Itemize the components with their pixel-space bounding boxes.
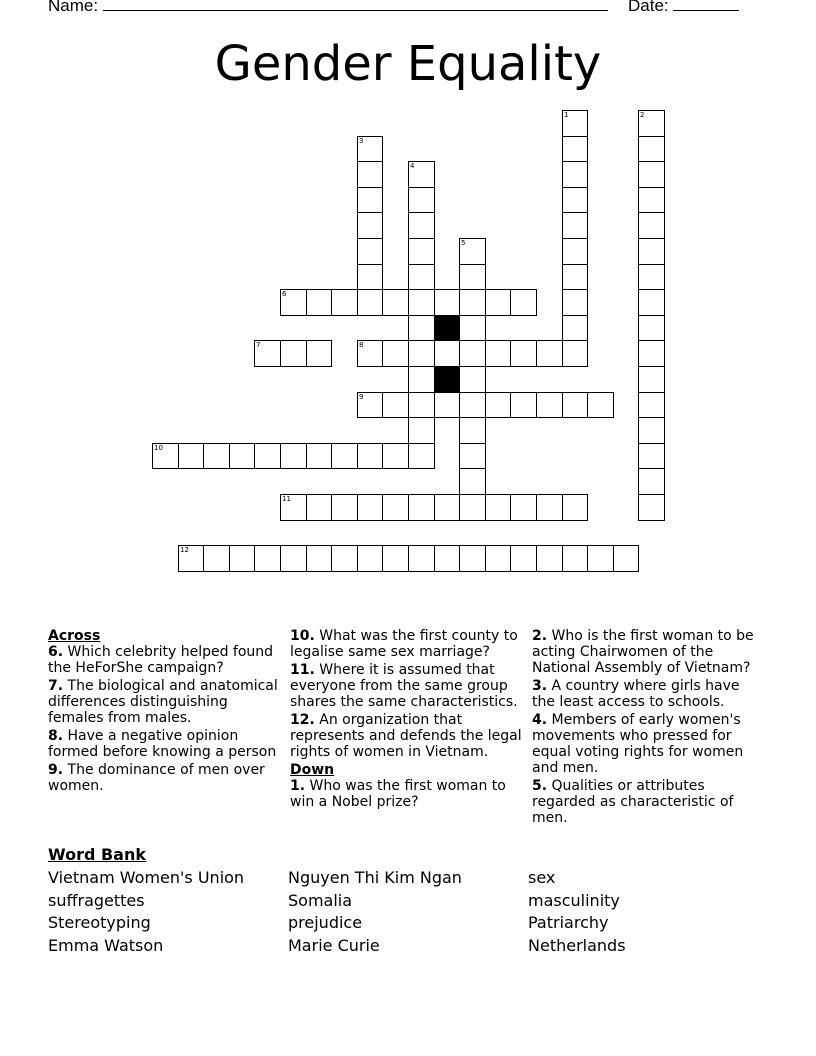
clue-number: 6 <box>282 290 287 298</box>
crossword-cell[interactable] <box>280 340 307 367</box>
crossword-cell[interactable] <box>485 545 511 572</box>
crossword-cell[interactable] <box>357 136 383 162</box>
crossword-cell[interactable] <box>459 545 486 572</box>
crossword-cell[interactable] <box>459 366 486 393</box>
crossword-cell[interactable] <box>562 212 588 239</box>
crossword-cell[interactable] <box>178 545 204 572</box>
crossword-cell[interactable] <box>434 340 460 367</box>
crossword-cell[interactable] <box>382 443 409 469</box>
crossword-cell[interactable] <box>434 289 460 316</box>
crossword-cell[interactable] <box>434 545 460 572</box>
crossword-cell[interactable] <box>459 468 486 495</box>
crossword-cell[interactable] <box>280 443 307 469</box>
crossword-black-cell <box>434 366 460 393</box>
crossword-cell[interactable] <box>382 340 409 367</box>
clues-column-1 <box>48 628 284 796</box>
crossword-cell[interactable] <box>510 494 537 521</box>
crossword-cell[interactable] <box>280 289 307 316</box>
crossword-cell[interactable] <box>331 494 358 521</box>
clue-number: 7 <box>256 341 261 349</box>
clue-number: 8 <box>359 341 364 349</box>
crossword-cell[interactable] <box>306 494 332 521</box>
crossword-cell[interactable] <box>459 289 486 316</box>
clue-down-1: 1. Who was the first woman to win a Nobel prize? <box>290 778 506 810</box>
crossword-cell[interactable] <box>638 315 665 341</box>
crossword-cell[interactable] <box>562 161 588 188</box>
clue-across-12: 12. An organization that represents and defends the legal rights of women in Vietnam. <box>290 712 522 760</box>
down-heading: Down <box>290 762 335 778</box>
clue-number: 1 <box>564 111 569 119</box>
clue-across-7: 7. The biological and anatomical differences distinguishing females from males. <box>48 678 278 726</box>
crossword-cell[interactable] <box>357 443 383 469</box>
clue-number: 2 <box>640 111 645 119</box>
crossword-black-cell <box>434 315 460 341</box>
word-bank-item: prejudice <box>288 913 363 932</box>
crossword-cell[interactable] <box>357 545 383 572</box>
crossword-cell[interactable] <box>638 468 665 495</box>
crossword-cell[interactable] <box>587 545 614 572</box>
crossword-cell[interactable] <box>638 366 665 393</box>
crossword-cell[interactable] <box>408 366 435 393</box>
crossword-cell[interactable] <box>434 494 460 521</box>
crossword-cell[interactable] <box>152 443 179 469</box>
crossword-cell[interactable] <box>357 289 383 316</box>
word-bank-item: Vietnam Women's Union <box>48 868 245 887</box>
crossword-cell[interactable] <box>408 392 435 418</box>
crossword-cell[interactable] <box>638 136 665 162</box>
clue-number: 5 <box>461 239 466 247</box>
crossword-cell[interactable] <box>331 443 358 469</box>
crossword-cell[interactable] <box>510 289 537 316</box>
crossword-cell[interactable] <box>459 494 486 521</box>
crossword-cell[interactable] <box>459 443 486 469</box>
crossword-cell[interactable] <box>485 340 511 367</box>
crossword-cell[interactable] <box>408 289 435 316</box>
crossword-cell[interactable] <box>229 443 255 469</box>
crossword-cell[interactable] <box>510 340 537 367</box>
crossword-cell[interactable] <box>408 494 435 521</box>
crossword-cell[interactable] <box>562 392 588 418</box>
clue-down-3: 3. A country where girls have the least access to schools. <box>532 678 740 710</box>
crossword-cell[interactable] <box>638 443 665 469</box>
crossword-cell[interactable] <box>408 238 435 265</box>
crossword-cell[interactable] <box>280 494 307 521</box>
crossword-cell[interactable] <box>638 340 665 367</box>
word-bank-item: masculinity <box>528 890 620 910</box>
crossword-cell[interactable] <box>357 264 383 290</box>
crossword-cell[interactable] <box>638 238 665 265</box>
crossword-cell[interactable] <box>613 545 639 572</box>
crossword-cell[interactable] <box>357 187 383 213</box>
page-title: Gender Equality <box>214 36 602 92</box>
word-bank-item: Nguyen Thi Kim Ngan <box>288 868 462 887</box>
crossword-cell[interactable] <box>254 443 281 469</box>
crossword-cell[interactable] <box>638 289 665 316</box>
crossword-cell[interactable] <box>587 392 614 418</box>
crossword-cell[interactable] <box>638 212 665 239</box>
crossword-cell[interactable] <box>408 264 435 290</box>
crossword-cell[interactable] <box>408 545 435 572</box>
crossword-cell[interactable] <box>638 187 665 213</box>
word-bank-item: Emma Watson <box>48 935 164 955</box>
crossword-cell[interactable] <box>357 340 383 367</box>
crossword-cell[interactable] <box>408 340 435 367</box>
crossword-cell[interactable] <box>382 392 409 418</box>
crossword-cell[interactable] <box>357 212 383 239</box>
crossword-cell[interactable] <box>638 494 665 521</box>
crossword-cell[interactable] <box>434 392 460 418</box>
crossword-cell[interactable] <box>357 494 383 521</box>
crossword-cell[interactable] <box>459 315 486 341</box>
name-label: Name: <box>48 0 99 15</box>
crossword-cell[interactable] <box>203 443 230 469</box>
crossword-cell[interactable] <box>562 264 588 290</box>
crossword-cell[interactable] <box>536 340 563 367</box>
clue-number: 3 <box>359 137 364 145</box>
crossword-cell[interactable] <box>562 289 588 316</box>
crossword-cell[interactable] <box>562 238 588 265</box>
word-bank-item: Somalia <box>288 890 353 910</box>
clue-across-11: 11. Where it is assumed that everyone from the same group shares the same characteristics. <box>290 662 518 710</box>
crossword-cell[interactable] <box>459 340 486 367</box>
clue-across-10: 10. What was the first county to legalise same sex marriage? <box>290 628 518 660</box>
word-bank-item: suffragettes <box>48 890 145 910</box>
crossword-cell[interactable] <box>510 392 537 418</box>
date-label: Date: <box>628 0 669 15</box>
crossword-cell[interactable] <box>178 443 204 469</box>
crossword-cell[interactable] <box>638 264 665 290</box>
clues-column-2 <box>290 628 526 812</box>
crossword-cell[interactable] <box>510 545 537 572</box>
crossword-cell[interactable] <box>408 315 435 341</box>
word-bank-item: Stereotyping <box>48 913 151 932</box>
clue-across-9: 9. The dominance of men over women. <box>48 762 265 794</box>
word-bank-item: sex <box>528 868 556 887</box>
crossword-cell[interactable] <box>562 340 588 367</box>
crossword-cell[interactable] <box>280 545 307 572</box>
crossword-cell[interactable] <box>203 545 230 572</box>
crossword-cell[interactable] <box>382 494 409 521</box>
crossword-cell[interactable] <box>408 161 435 188</box>
crossword-cell[interactable] <box>357 238 383 265</box>
word-bank-item: Patriarchy <box>528 913 609 932</box>
clue-number: 11 <box>282 495 291 503</box>
crossword-cell[interactable] <box>485 392 511 418</box>
crossword-cell[interactable] <box>562 187 588 213</box>
crossword-cell[interactable] <box>331 545 358 572</box>
clue-number: 10 <box>154 444 163 452</box>
crossword-cell[interactable] <box>638 417 665 444</box>
crossword-cell[interactable] <box>536 392 563 418</box>
crossword-cell[interactable] <box>408 443 435 469</box>
crossword-cell[interactable] <box>459 392 486 418</box>
crossword-cell[interactable] <box>408 212 435 239</box>
crossword-cell[interactable] <box>536 494 563 521</box>
crossword-cell[interactable] <box>562 494 588 521</box>
crossword-cell[interactable] <box>562 110 588 137</box>
crossword-cell[interactable] <box>254 340 281 367</box>
crossword-cell[interactable] <box>562 545 588 572</box>
crossword-cell[interactable] <box>562 315 588 341</box>
crossword-cell[interactable] <box>331 289 358 316</box>
crossword-cell[interactable] <box>459 238 486 265</box>
crossword-cell[interactable] <box>306 545 332 572</box>
clue-down-2: 2. Who is the first woman to be acting Chairwomen of the National Assembly of Vietnam? <box>532 628 754 676</box>
crossword-cell[interactable] <box>306 340 332 367</box>
crossword-cell[interactable] <box>357 161 383 188</box>
crossword-cell[interactable] <box>638 392 665 418</box>
crossword-cell[interactable] <box>459 264 486 290</box>
crossword-cell[interactable] <box>638 161 665 188</box>
crossword-cell[interactable] <box>382 289 409 316</box>
crossword-cell[interactable] <box>408 187 435 213</box>
clue-number: 4 <box>410 162 415 170</box>
word-bank-item: Marie Curie <box>288 935 380 955</box>
clue-number: 12 <box>180 546 189 554</box>
crossword-cell[interactable] <box>485 494 511 521</box>
crossword-cell[interactable] <box>382 545 409 572</box>
crossword-cell[interactable] <box>562 136 588 162</box>
word-bank-item: Netherlands <box>528 935 626 955</box>
crossword-cell[interactable] <box>485 289 511 316</box>
word-bank-column-3 <box>528 867 626 957</box>
crossword-cell[interactable] <box>459 417 486 444</box>
clue-number: 9 <box>359 393 364 401</box>
clue-down-4: 4. Members of early women's movements who pressed for equal voting rights for women and men. <box>532 712 744 776</box>
crossword-cell[interactable] <box>536 545 563 572</box>
word-bank-column-2 <box>288 867 462 957</box>
clue-across-6: 6. Which celebrity helped found the HeForShe campaign? <box>48 644 274 676</box>
crossword-cell[interactable] <box>357 392 383 418</box>
crossword-cell[interactable] <box>638 110 665 137</box>
crossword-cell[interactable] <box>306 289 332 316</box>
clues-column-3 <box>532 628 760 828</box>
clue-down-5: 5. Qualities or attributes regarded as characteristic of men. <box>532 778 734 826</box>
crossword-cell[interactable] <box>229 545 255 572</box>
crossword-cell[interactable] <box>254 545 281 572</box>
crossword-cell[interactable] <box>408 417 435 444</box>
across-heading: Across <box>48 628 101 644</box>
word-bank-column-1 <box>48 867 244 957</box>
crossword-cell[interactable] <box>306 443 332 469</box>
word-bank-heading: Word Bank <box>48 845 147 864</box>
clue-across-8: 8. Have a negative opinion formed before knowing a person <box>48 728 277 760</box>
